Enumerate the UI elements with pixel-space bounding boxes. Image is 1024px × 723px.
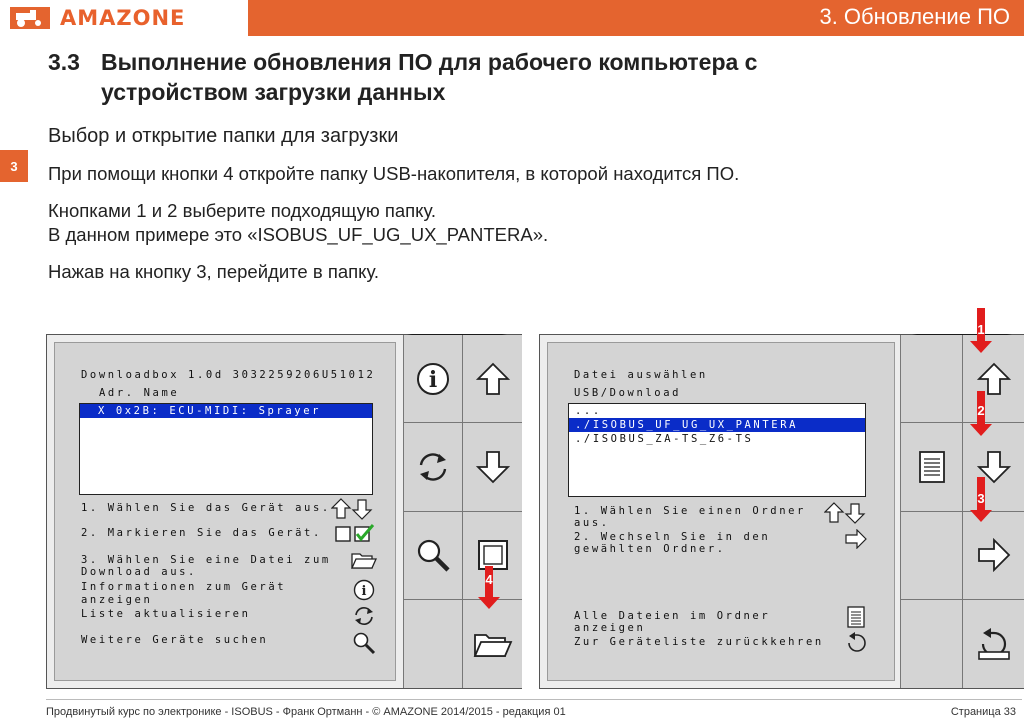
return-icon bbox=[976, 627, 1012, 661]
instruction-line: 2. Wechseln Sie in den bbox=[574, 531, 771, 543]
return-softkey[interactable] bbox=[963, 600, 1024, 688]
empty-softkey[interactable] bbox=[901, 335, 963, 423]
heading-line-2: устройством загрузки данных bbox=[101, 79, 446, 105]
refresh-icon bbox=[352, 605, 376, 627]
instruction-line: 1. Wählen Sie das Gerät aus. bbox=[81, 502, 331, 514]
arrow-up-icon bbox=[476, 362, 510, 396]
instruction-line: Zur Geräteliste zurückkehren bbox=[574, 636, 824, 648]
instruction-line: Liste aktualisieren bbox=[81, 608, 251, 620]
refresh-icon bbox=[415, 450, 451, 484]
device-list[interactable] bbox=[79, 403, 373, 495]
callout-number: 3 bbox=[977, 491, 985, 506]
terminal-display bbox=[54, 342, 396, 681]
info-icon bbox=[416, 362, 450, 396]
display-title: Downloadbox 1.0d 3032259206U51012 bbox=[81, 369, 376, 381]
chapter-badge: 3 bbox=[0, 150, 28, 182]
empty-softkey[interactable] bbox=[901, 600, 963, 688]
instruction-line: gewählten Ordner. bbox=[574, 543, 726, 555]
terminal-display bbox=[547, 342, 895, 681]
return-icon bbox=[845, 632, 869, 654]
tractor-logo-icon bbox=[10, 7, 50, 29]
info-icon bbox=[353, 579, 375, 601]
search-icon bbox=[352, 631, 376, 655]
document-list-icon bbox=[918, 450, 946, 484]
footer-credits: Продвинутый курс по электронике - ISOBUS - Франк Ортманн - © AMAZONE 2014/2015 - редакция 01 bbox=[46, 706, 566, 718]
current-path: USB/Download bbox=[574, 387, 682, 399]
red-callout-arrow bbox=[970, 308, 992, 354]
column-headers: Adr. Name bbox=[99, 387, 180, 399]
terminal-screen-file-select bbox=[539, 334, 1024, 689]
list-item[interactable]: ... bbox=[575, 405, 602, 417]
folder-icon bbox=[351, 550, 377, 570]
enter-folder-softkey[interactable] bbox=[963, 512, 1024, 600]
instruction-line: Alle Dateien im Ordner bbox=[574, 610, 771, 622]
instruction-line: Weitere Geräte suchen bbox=[81, 634, 269, 646]
red-callout-arrow bbox=[970, 391, 992, 437]
up-down-arrows-icon bbox=[331, 497, 373, 521]
down-arrow-softkey[interactable] bbox=[463, 423, 522, 511]
instruction-line: 2. Markieren Sie das Gerät. bbox=[81, 527, 322, 539]
red-callout-arrow bbox=[970, 477, 992, 523]
instruction-line: aus. bbox=[574, 517, 610, 529]
arrow-down-icon bbox=[476, 450, 510, 484]
instruction-line: Download aus. bbox=[81, 566, 197, 578]
brand-logo bbox=[0, 0, 238, 36]
instruction-line: anzeigen bbox=[574, 622, 646, 634]
footer-divider bbox=[46, 699, 1022, 700]
up-arrow-softkey[interactable] bbox=[463, 335, 522, 423]
page-number: Страница 33 bbox=[950, 706, 1016, 718]
red-callout-arrow bbox=[478, 566, 500, 610]
instruction-line: 1. Wählen Sie einen Ordner bbox=[574, 505, 806, 517]
empty-softkey[interactable] bbox=[901, 512, 963, 600]
document-list-icon bbox=[847, 606, 865, 628]
subheading: Выбор и открытие папки для загрузки bbox=[48, 125, 399, 147]
terminal-screen-downloadbox bbox=[46, 334, 522, 689]
search-softkey[interactable] bbox=[404, 512, 463, 600]
search-icon bbox=[415, 537, 451, 573]
empty-softkey[interactable] bbox=[404, 600, 463, 688]
up-down-arrows-icon bbox=[824, 501, 866, 525]
folder-list[interactable] bbox=[568, 403, 866, 497]
open-folder-softkey[interactable] bbox=[463, 600, 522, 688]
paragraph-3: Нажав на кнопку 3, перейдите в папку. bbox=[48, 261, 379, 282]
list-item[interactable]: X 0x2B: ECU-MIDI: Sprayer bbox=[80, 404, 372, 418]
folder-open-icon bbox=[473, 629, 513, 659]
header-bar bbox=[0, 0, 1024, 36]
callout-number: 4 bbox=[485, 572, 493, 587]
instruction-line: 3. Wählen Sie eine Datei zum bbox=[81, 554, 331, 566]
paragraph-1: При помощи кнопки 4 откройте папку USB-накопителя, в которой находится ПО. bbox=[48, 163, 740, 184]
brand-name: AMAZONE bbox=[60, 6, 186, 30]
refresh-softkey[interactable] bbox=[404, 423, 463, 511]
show-all-files-softkey[interactable] bbox=[901, 423, 963, 511]
svg-text:i: i bbox=[361, 584, 367, 599]
paragraph-2-line-2: В данном примере это «ISOBUS_UF_UG_UX_PANTERA». bbox=[48, 224, 549, 245]
heading-line-1: Выполнение обновления ПО для рабочего компьютера с bbox=[101, 49, 758, 75]
checkbox-icons bbox=[335, 523, 375, 545]
svg-text:i: i bbox=[428, 366, 438, 393]
instruction-line: anzeigen bbox=[81, 594, 153, 606]
heading-number: 3.3 bbox=[48, 49, 80, 75]
paragraph-2-line-1: Кнопками 1 и 2 выберите подходящую папку. bbox=[48, 200, 437, 221]
section-title: 3. Обновление ПО bbox=[819, 4, 1010, 29]
section-bar bbox=[248, 0, 1024, 36]
callout-number: 2 bbox=[977, 403, 985, 418]
softkey-panel bbox=[900, 335, 1024, 688]
display-title: Datei auswählen bbox=[574, 369, 708, 381]
arrow-right-icon bbox=[977, 538, 1011, 572]
instruction-line: Informationen zum Gerät bbox=[81, 581, 287, 593]
info-softkey[interactable] bbox=[404, 335, 463, 423]
list-item[interactable]: ./ISOBUS_ZA-TS_Z6-TS bbox=[575, 433, 754, 445]
list-item-selected[interactable]: ./ISOBUS_UF_UG_UX_PANTERA bbox=[569, 418, 865, 432]
callout-number: 1 bbox=[977, 322, 985, 337]
softkey-panel bbox=[403, 335, 522, 688]
arrow-right-icon bbox=[844, 529, 868, 549]
